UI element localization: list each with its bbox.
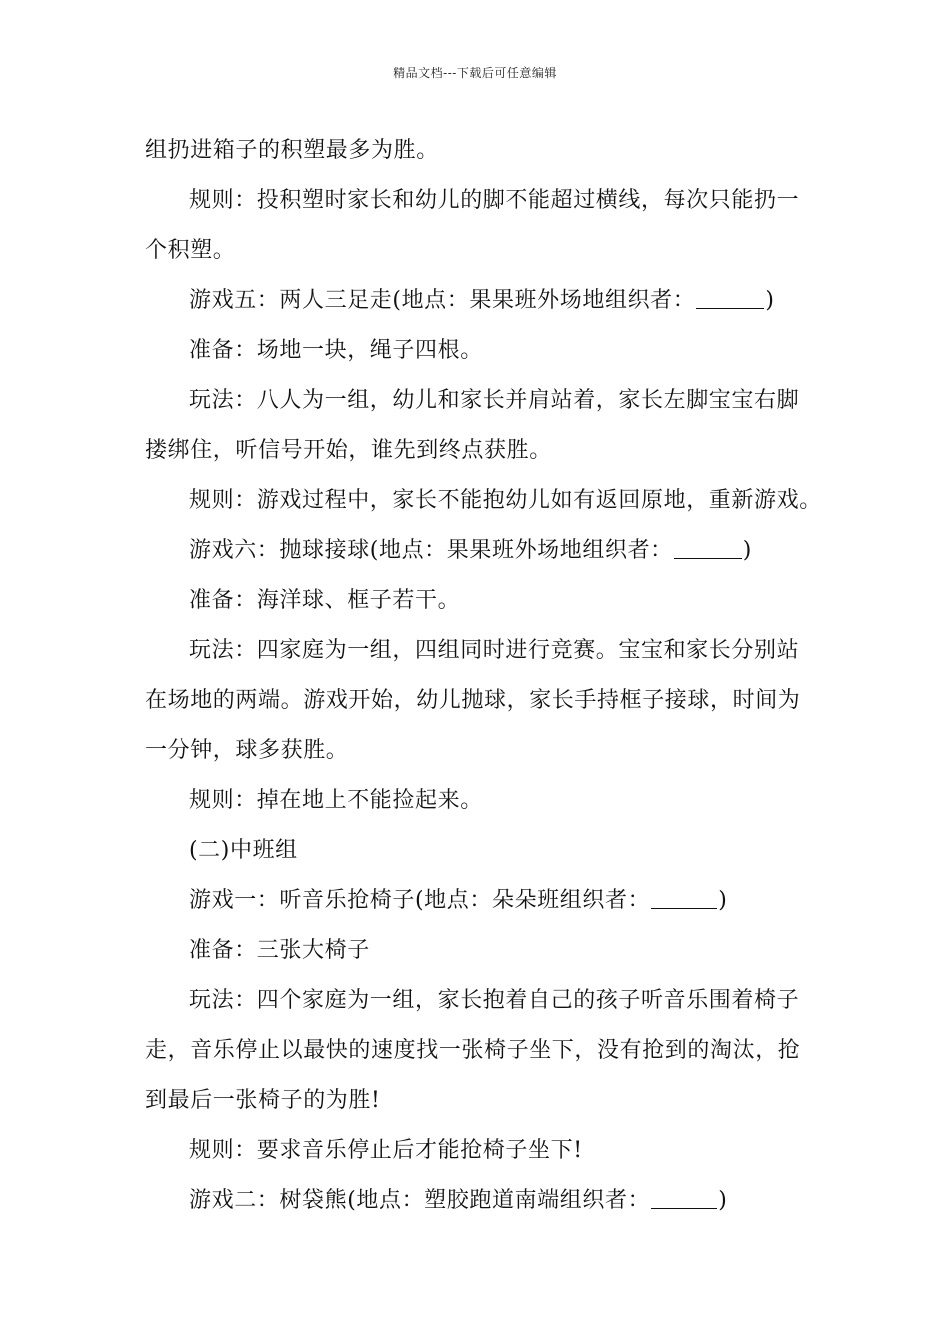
paragraph-line: 搂绑住，听信号开始，谁先到终点获胜。 (145, 438, 552, 463)
paragraph-line: 走，音乐停止以最快的速度找一张椅子坐下，没有抢到的淘汰，抢 (145, 1038, 801, 1063)
game-title-line: 游戏五：两人三足走(地点：果果班外场地组织者： ) (189, 288, 775, 313)
paragraph-line: 准备：三张大椅子 (189, 938, 370, 963)
game-title-line: 游戏二：树袋熊(地点：塑胶跑道南端组织者： ) (189, 1188, 728, 1213)
section-heading: (二)中班组 (189, 838, 298, 863)
paragraph-line: 玩法：四个家庭为一组，家长抱着自己的孩子听音乐围着椅子 (189, 988, 800, 1013)
organizer-blank (651, 1190, 717, 1209)
paragraph-line: 到最后一张椅子的为胜! (145, 1088, 381, 1113)
paragraph-line: 在场地的两端。游戏开始，幼儿抛球，家长手持框子接球，时间为 (145, 688, 801, 713)
paragraph-line: 规则：投积塑时家长和幼儿的脚不能超过横线，每次只能扔一 (189, 188, 800, 213)
organizer-blank (674, 540, 742, 559)
game-title-line: 游戏六：抛球接球(地点：果果班外场地组织者： ) (189, 538, 752, 563)
paragraph-line: 玩法：四家庭为一组，四组同时进行竞赛。宝宝和家长分别站 (189, 638, 800, 663)
paragraph-line: 规则：掉在地上不能捡起来。 (189, 788, 483, 813)
document-body (145, 126, 822, 1226)
paragraph-line: 玩法：八人为一组，幼儿和家长并肩站着，家长左脚宝宝右脚 (189, 388, 800, 413)
paragraph-line: 组扔进箱子的积塑最多为胜。 (145, 138, 439, 163)
paragraph-line: 准备：海洋球、框子若干。 (189, 588, 461, 613)
paragraph-line: 规则：游戏过程中，家长不能抱幼儿如有返回原地，重新游戏。 (189, 488, 822, 513)
game-title-line: 游戏一：听音乐抢椅子(地点：朵朵班组织者： ) (189, 888, 728, 913)
paragraph-line: 准备：场地一块，绳子四根。 (189, 338, 483, 363)
paragraph-line: 规则：要求音乐停止后才能抢椅子坐下! (189, 1138, 583, 1163)
paragraph-line: 一分钟，球多获胜。 (145, 738, 349, 763)
paragraph-line: 个积塑。 (145, 238, 236, 263)
organizer-blank (651, 890, 717, 909)
page-header: 精品文档---下载后可任意编辑 (393, 66, 557, 80)
organizer-blank (696, 290, 764, 309)
